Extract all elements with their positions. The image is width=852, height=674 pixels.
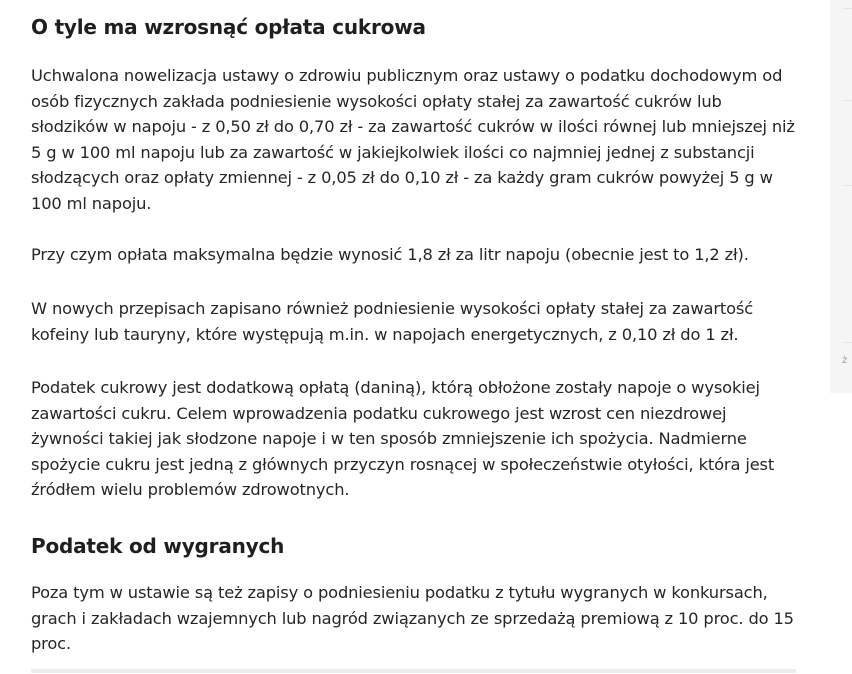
paragraph-caffeine: W nowych przepisach zapisano również podniesienie wysokości opłaty stałej za zawartość kofeiny lub tauryny, które występują m.in. w napojach energetycznych, z 0,10 zł do 1 zł. (31, 299, 754, 344)
paragraph-amendment: Uchwalona nowelizacja ustawy o zdrowiu publicznym oraz ustawy o podatku dochodowym od osób fizycznych zakłada podniesienie wysokości opłaty stałej za zawartość cukrów lub słodzików w napoju - z 0,50 zł do 0,70 zł - za zawartość cukrów w ilości równej lub mniejszej niż 5 g w 100 ml napoju lub za zawartość w jakiejkolwiek ilości co najmniej jednej z substancji słodzących oraz opłaty zmiennej - z 0,05 zł do 0,10 zł - za każdy gram cukrów powyżej 5 g w 100 ml napoju. (31, 66, 795, 213)
sidebar-clipped-text: ż (842, 355, 848, 366)
sidebar-divider (843, 100, 852, 101)
paragraph-sugar-tax: Podatek cukrowy jest dodatkową opłatą (daniną), którą obłożone zostały napoje o wysokiej zawartości cukru. Celem wprowadzenia podatku cukrowego jest wzrost cen niezdrowej żywności takiej jak słodzone napoje i w ten sposób zmniejszenie ich spożycia. Nadmierne spożycie cukru jest jedną z głównych przyczyn rosnącej w społeczeństwie otyłości, która jest źródłem wielu problemów zdrowotnych. (31, 378, 775, 499)
sidebar-divider (843, 8, 852, 9)
sidebar-divider (843, 185, 852, 186)
section-divider (31, 669, 796, 673)
heading-winnings-tax: Podatek od wygranych (31, 534, 285, 558)
sidebar-panel (830, 0, 852, 393)
paragraph-max-fee: Przy czym opłata maksymalna będzie wynosić 1,8 zł za litr napoju (obecnie jest to 1,2 zł). (31, 245, 749, 264)
heading-sugar-fee: O tyle ma wzrosnąć opłata cukrowa (31, 15, 426, 39)
sidebar-divider (843, 342, 852, 343)
paragraph-winnings: Poza tym w ustawie są też zapisy o podniesieniu podatku z tytułu wygranych w konkursach, grach i zakładach wzajemnych lub nagród związanych ze sprzedażą premiową z 10 proc. do 15 proc. (31, 583, 794, 653)
